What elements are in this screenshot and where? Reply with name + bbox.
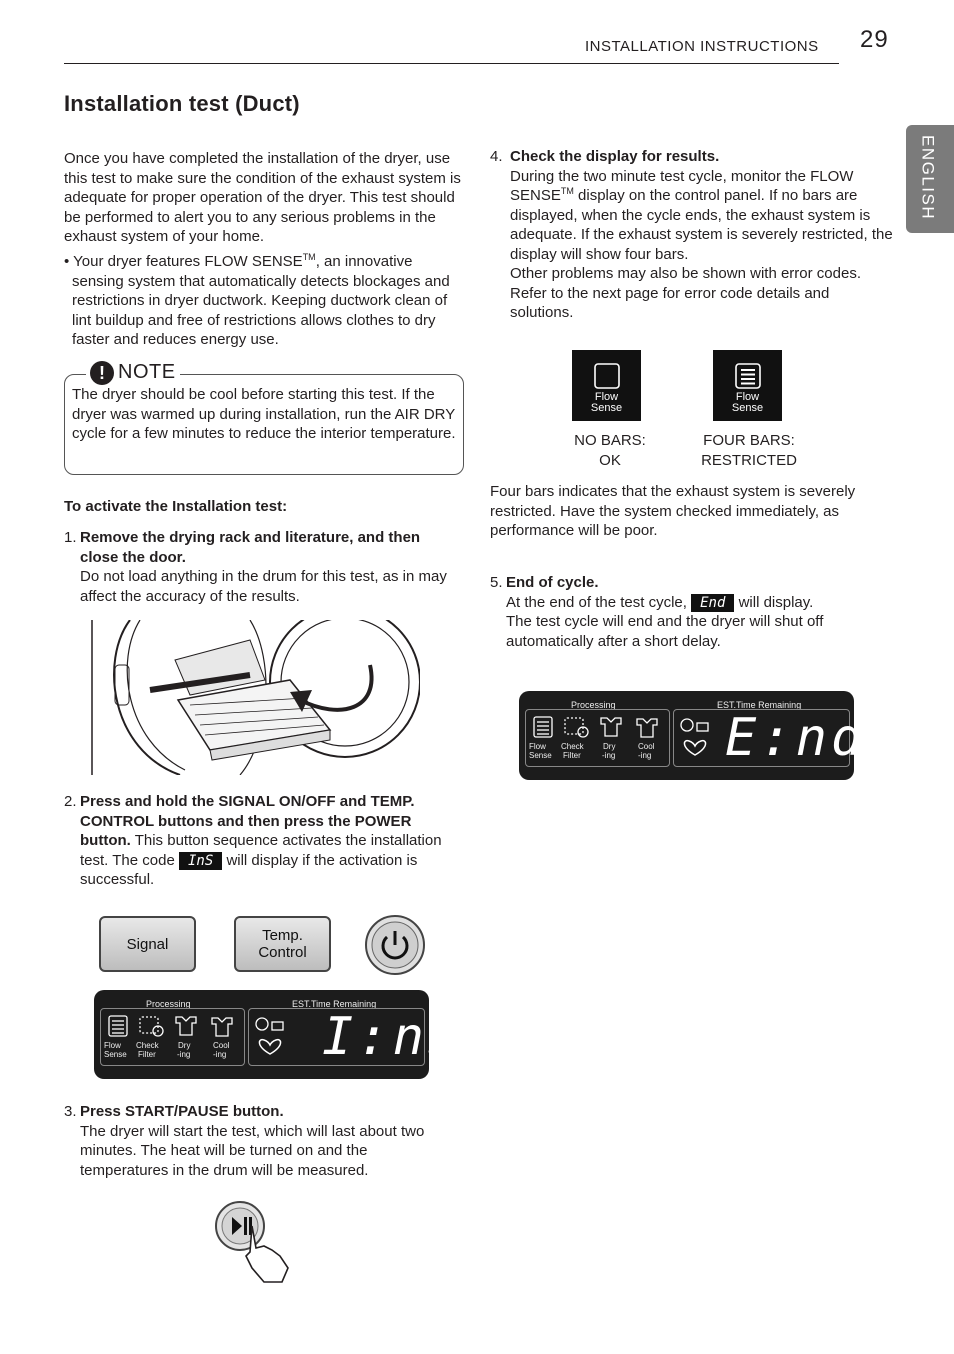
- step-4-number: 4.: [490, 148, 503, 165]
- flow-sense-label: [713, 392, 782, 414]
- language-tab: [906, 125, 954, 233]
- step-3-number: 3.: [64, 1103, 77, 1120]
- four-bars-caption-2: RESTRICTED: [701, 451, 797, 469]
- four-bars-caption: [696, 431, 802, 470]
- drying-label-2: -ing: [602, 751, 616, 760]
- est-time-label: EST.Time Remaining: [292, 999, 377, 1009]
- step-2-text-b: will display if the activation is successful.: [80, 851, 418, 888]
- step-2-text-a: This button sequence activates the installation test. The code: [80, 832, 442, 869]
- processing-label: Processing: [146, 999, 191, 1009]
- cooling-label-2: -ing: [213, 1050, 227, 1059]
- step-2-title: Press and hold the SIGNAL ON/OFF and TEMP. CONTROL buttons and then press the POWER button.: [80, 793, 415, 849]
- check-filter-icon: [565, 718, 588, 737]
- step-3-text: The dryer will start the test, which will last about two minutes. The heat will be turned on and the temperatures in the drum will be measured.: [80, 1122, 425, 1179]
- status-icons: [102, 1012, 242, 1040]
- step-5-text-b: will display.: [738, 593, 814, 611]
- step-4-text-a: During the two minute test cycle, monitor the FLOW SENSE: [510, 167, 854, 204]
- flow-sense-no-bars: [572, 350, 641, 421]
- signal-button[interactable]: Signal: [99, 916, 196, 972]
- step-5-text-a: At the end of the test cycle,: [506, 593, 687, 611]
- header-rule: [64, 63, 839, 64]
- start-pause-button[interactable]: [212, 1196, 296, 1288]
- section-header: INSTALLATION INSTRUCTIONS: [585, 38, 819, 55]
- drying-label-1: Dry: [178, 1041, 191, 1050]
- step-5-title: End of cycle.: [506, 574, 599, 591]
- check-filter-label-1: Check: [136, 1041, 159, 1050]
- processing-label: Processing: [571, 700, 616, 710]
- step-3: [80, 1102, 440, 1180]
- four-bars-caption-1: FOUR BARS:: [703, 432, 795, 449]
- bullet-text: sensing system that automatically detects blockages and restrictions in dryer ductwork. Keeping ductwork clean of lint buildup and free of restrictions allows clothes to dry faster and reduces energy use.: [72, 272, 450, 348]
- note-label: NOTE: [118, 361, 176, 384]
- step-4-title: Check the display for results.: [510, 148, 720, 165]
- step-2: [80, 792, 460, 890]
- pointing-hand-icon: [246, 1226, 288, 1282]
- cooling-icon: [637, 719, 657, 737]
- empty-flow-sense-icon: [593, 362, 621, 390]
- ins-code-display: InS: [179, 852, 222, 870]
- drying-label-1: Dry: [603, 742, 616, 751]
- bullet-tail: , an innovative: [315, 253, 413, 270]
- trademark: TM: [560, 186, 574, 196]
- step-1-title: Remove the drying rack and literature, and then close the door.: [80, 529, 421, 566]
- exclamation-icon: !: [90, 361, 114, 385]
- note-text: The dryer should be cool before starting this test. If the dryer was warmed up during installation, run the AIR DRY cycle for a few minutes to reduce the interior temperature.: [72, 386, 456, 442]
- step-1-text: Do not load anything in the drum for this test, as in may affect the accuracy of the results.: [80, 568, 447, 605]
- cooling-label-2: -ing: [638, 751, 652, 760]
- flow-sense-four-bars: [713, 350, 782, 421]
- heart-icon: [684, 741, 705, 755]
- power-button[interactable]: [364, 914, 426, 976]
- note-heading: [86, 361, 180, 385]
- child-lock-icons: [254, 1014, 286, 1060]
- child-lock-icons: [679, 715, 711, 761]
- no-bars-caption: [560, 431, 660, 470]
- check-filter-label-2: Filter: [138, 1050, 156, 1059]
- flow-sense-label-1: Flow: [104, 1041, 121, 1050]
- step-5: [506, 573, 876, 651]
- step-4-text: [510, 167, 895, 265]
- step-5-text-c: The test cycle will end and the dryer will shut off automatically after a short delay.: [506, 613, 824, 650]
- step-5-number: 5.: [490, 574, 503, 591]
- cooling-label-1: Cool: [213, 1041, 230, 1050]
- no-bars-caption-1: NO BARS:: [574, 432, 646, 449]
- control-panel-ins: [94, 990, 464, 1079]
- end-code-display: End: [691, 594, 734, 612]
- drying-icon: [176, 1017, 196, 1035]
- control-panel-end: [519, 691, 867, 780]
- four-bars-note: Four bars indicates that the exhaust system is severely restricted. Have the system checked immediately, as performance will be poor.: [490, 483, 856, 539]
- drying-label-2: -ing: [177, 1050, 191, 1059]
- flow-sense-label-2: Sense: [104, 1050, 127, 1059]
- bullet-prefix: • Your dryer features FLOW SENSE: [64, 253, 303, 270]
- flow-sense-label-2: Sense: [731, 402, 764, 414]
- four-bars-flow-sense-icon: [734, 362, 762, 390]
- flow-sense-label-1: Flow: [735, 391, 760, 403]
- flow-sense-icon: [534, 717, 552, 737]
- est-time-label: EST.Time Remaining: [717, 700, 802, 710]
- activate-heading: To activate the Installation test:: [64, 498, 288, 515]
- drying-icon: [601, 718, 621, 736]
- step-4: [510, 147, 895, 323]
- status-icons: [527, 713, 667, 741]
- flow-sense-label-1: Flow: [594, 391, 619, 403]
- flow-sense-label-2: Sense: [590, 402, 623, 414]
- flow-sense-label: [572, 392, 641, 414]
- flow-sense-label-2: Sense: [529, 751, 552, 760]
- step-5-text: [506, 593, 876, 613]
- end-display: E:nd: [725, 708, 867, 768]
- flow-sense-label-1: Flow: [529, 742, 546, 751]
- intro-paragraph: Once you have completed the installation of the dryer, use this test to make sure the condition of the exhaust system is adequate for proper operation of the dryer. This test should be performed to alert you to any serious problems in the exhaust system of your home.: [64, 150, 461, 245]
- check-filter-icon: [140, 1017, 163, 1036]
- cooling-icon: [212, 1018, 232, 1036]
- step-2-number: 2.: [64, 793, 77, 810]
- check-filter-label-2: Filter: [563, 751, 581, 760]
- trademark: TM: [302, 252, 316, 262]
- ins-display: I:nS: [322, 1007, 464, 1067]
- flow-sense-bullet: [64, 252, 466, 350]
- language-tab-label: ENGLISH: [918, 135, 938, 221]
- page-number: 29: [860, 26, 889, 53]
- step-4-text-c: Other problems may also be shown with error codes. Refer to the next page for error code details and solutions.: [510, 265, 861, 321]
- cooling-label-1: Cool: [638, 742, 655, 751]
- heart-icon: [259, 1040, 280, 1054]
- temp-control-button[interactable]: Temp. Control: [234, 916, 331, 972]
- step-3-title: Press START/PAUSE button.: [80, 1103, 284, 1120]
- no-bars-caption-2: OK: [599, 451, 621, 469]
- check-filter-label-1: Check: [561, 742, 584, 751]
- dryer-drum-illustration: [90, 620, 420, 775]
- flow-sense-icon: [109, 1016, 127, 1036]
- page-title: Installation test (Duct): [64, 91, 300, 116]
- step-4-text-b: display on the control panel. If no bars are displayed, when the cycle ends, the exhaust system is adequate. If the exhaust system is severely restricted, the display will show four bars.: [510, 187, 893, 263]
- step-1: [80, 528, 455, 606]
- step-1-number: 1.: [64, 529, 77, 546]
